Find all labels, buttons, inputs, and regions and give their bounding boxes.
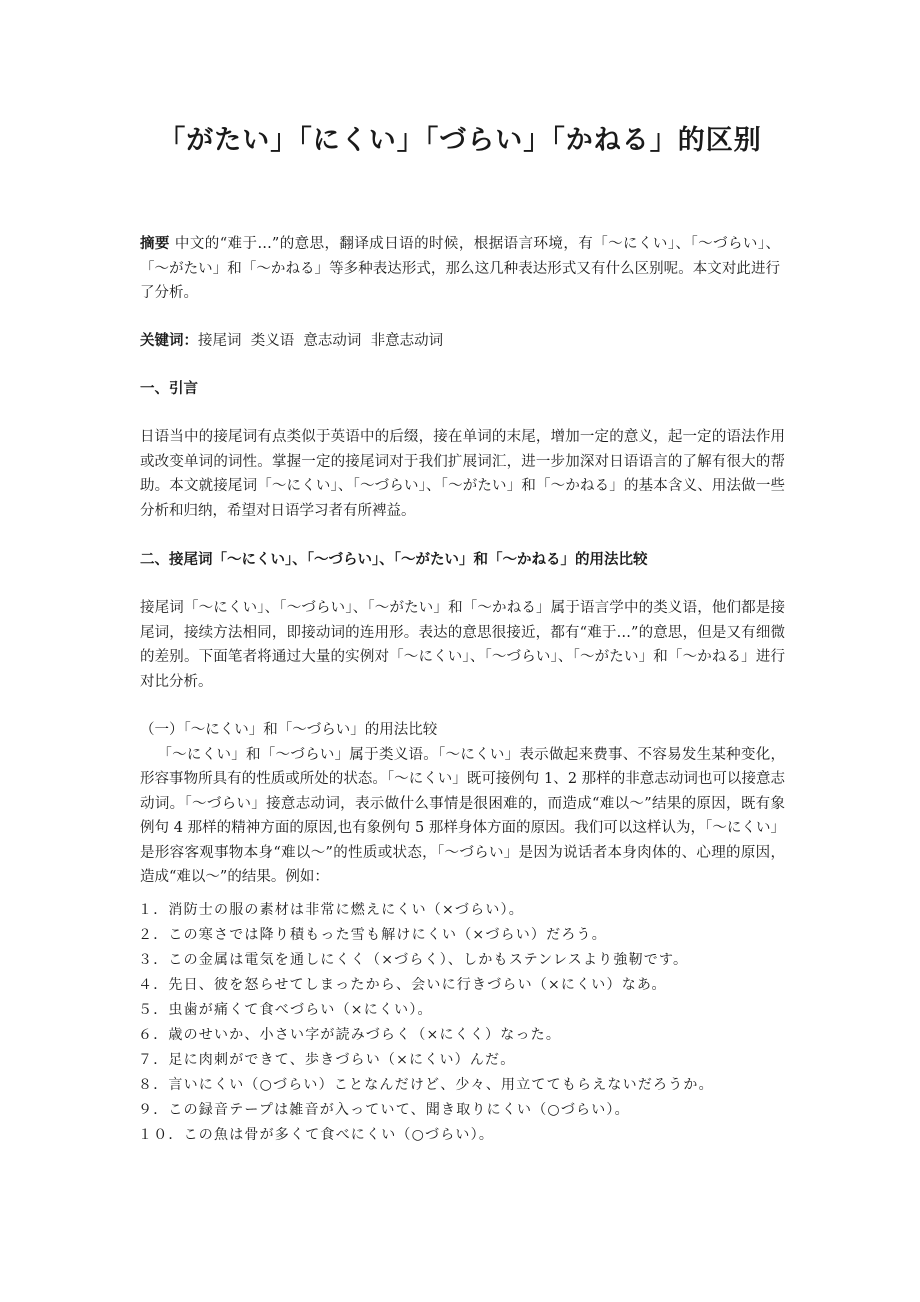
example-sentence: ３．この金属は電気を通しにくく（×づらく）、しかもステンレスより強靭です。	[138, 952, 689, 968]
example-sentence: １０．この魚は骨が多くて食べにくい（○づらい）。	[138, 1127, 495, 1143]
document-title: 「がたい」「にくい」「づらい」「かねる」的区别	[158, 125, 762, 156]
section-1-text: 日语当中的接尾词有点类似于英语中的后缀，接在单词的末尾，增加一定的意义，起一定的语法作用或改变单词的词性。掌握一定的接尾词对于我们扩展词汇，进一步加深对日语语言的了解有很大的帮助。本文就接尾词「～にくい」、「～づらい」、「～がたい」和「～かねる」的基本含义、用法做一些分析和归纳，希望对日语学习者有所裨益。	[140, 429, 785, 519]
subsection-1	[140, 718, 785, 890]
example-sentence: ５．虫歯が痛くて食べづらい（×にくい）。	[138, 1002, 433, 1018]
section-heading: 二、接尾词「～にくい」、「～づらい」、「～がたい」和「～かねる」的用法比较	[140, 552, 648, 568]
subsection-heading: （一）「～にくい」和「～づらい」的用法比较	[140, 722, 438, 738]
example-sentence: ７．足に肉刺ができて、歩きづらい（×にくい）んだ。	[138, 1052, 516, 1068]
subsection-1-text: 「～にくい」和「～づらい」属于类义语。「～にくい」表示做起来费事、不容易发生某种变化，形容事物所具有的性质或所处的状态。「～にくい」既可接例句 1、2 那样的非意志动词也可以接意志动词。「～づらい」接意志动词，表示做什么事情是很困难的，而造成“难以～”结果的原因，既有象例句 4 那样的精神方面的原因,也有象例句 5 那样身体方面的原因。我们可以这样认为，「～にくい」是形容客观事物本身“难以～”的性质或状态，「～づらい」是因为说话者本身肉体的、心理的原因，造成“难以～”的结果。例如：	[140, 746, 785, 885]
abstract	[140, 232, 780, 306]
example-sentence: ２．この寒さでは降り積もった雪も解けにくい（×づらい）だろう。	[138, 927, 607, 943]
section-heading: 一、引言	[140, 381, 198, 397]
example-sentence: ８．言いにくい（○づらい）ことなんだけど、少々、用立ててもらえないだろうか。	[138, 1077, 714, 1093]
keywords-label: 关键词：	[140, 333, 198, 349]
keywords-text: 接尾词 类义语 意志动词 非意志动词	[198, 333, 444, 349]
section-2	[140, 596, 785, 694]
abstract-text: 中文的“难于…”的意思，翻译成日语的时候，根据语言环境，有「～にくい」、「～づらい」、「～がたい」和「～かねる」等多种表达形式，那么这几种表达形式又有什么区别呢。本文对此进行了分析。	[140, 236, 781, 301]
example-sentence: ９．この録音テープは雑音が入っていて、聞き取りにくい（○づらい）。	[138, 1102, 630, 1118]
example-sentence: ４．先日、彼を怒らせてしまったから、会いに行きづらい（×にくい）なあ。	[138, 977, 667, 993]
example-sentence: ６．歳のせいか、小さい字が読みづらく（×にくく）なった。	[138, 1027, 562, 1043]
section-2-heading	[140, 548, 780, 573]
section-2-text: 接尾词「～にくい」、「～づらい」、「～がたい」和「～かねる」属于语言学中的类义语，他们都是接尾词，接续方法相同，即接动词的连用形。表达的意思很接近，都有“难于…”的意思，但是又有细微的差别。下面笔者将通过大量的实例对「～にくい」、「～づらい」、「～がたい」和「～かねる」进行对比分析。	[140, 600, 785, 690]
example-sentence: １．消防士の服の素材は非常に燃えにくい（×づらい）。	[138, 902, 524, 918]
example-list	[138, 898, 798, 1148]
abstract-label: 摘要	[140, 236, 170, 252]
section-1	[140, 425, 785, 523]
section-1-heading	[140, 377, 780, 402]
keywords	[140, 329, 780, 354]
